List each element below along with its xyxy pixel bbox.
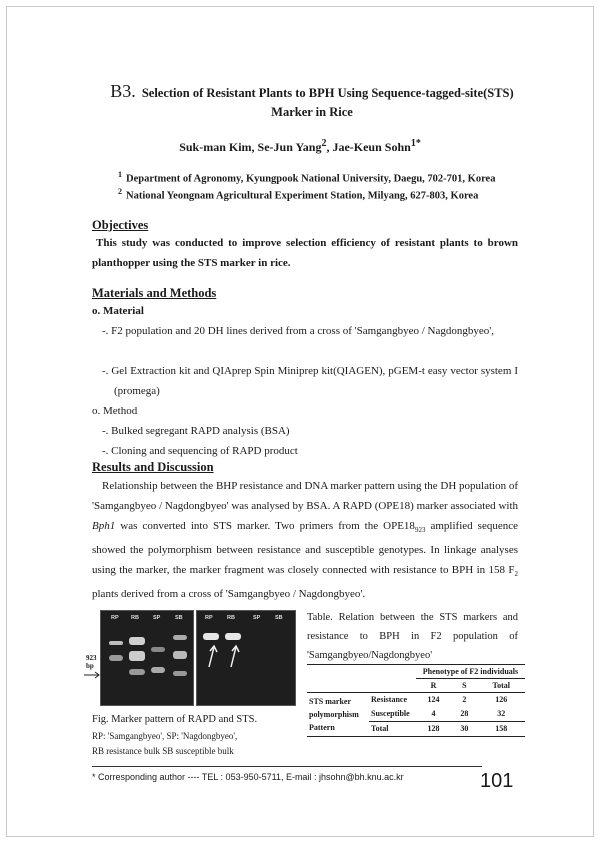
results-table [307,664,525,737]
table-cell: 2 [462,695,467,705]
gel-band [173,651,187,659]
author-2: , Jae-Keun Sohn [326,140,411,154]
table-col-s: S [462,681,467,690]
gel-band [109,655,123,661]
title-line-2: Marker in Rice [271,105,353,119]
gene-name: Bph1 [92,520,116,532]
table-row-label: Total [371,724,389,734]
gel-right-lane-rb: RB [227,615,235,621]
gel-band [173,671,187,676]
gel-right-lane-sp: SP [253,615,261,621]
table-header-group: Phenotype of F2 individuals [416,665,525,679]
results-heading: Results and Discussion [92,460,214,474]
authors [0,138,600,155]
affiliation-2-text: National Yeongnam Agricultural Experiment Station, Milyang, 627-803, Korea [126,190,479,202]
generation-sub: 2 [514,570,518,579]
table-row-group: STS marker polymorphism Pattern [309,697,359,732]
results-text-2: was converted into STS marker. Two primers from the OPE18 [115,520,415,532]
rapd-gel-image [100,610,194,706]
gel-left-lane-sb: SB [175,615,183,621]
method-item-1: -. Bulked segregant RAPD analysis (BSA) [102,425,290,437]
results-text-3: amplified sequence showed the polymorphism between resistance and susceptible genotypes. In linkage analyses using the marker, the marker fragment was closely connected with resistance to BPH in 158 F [92,520,518,577]
method-item-2: -. Cloning and sequencing of RAPD product [102,445,298,457]
affiliation-1-text: Department of Agronomy, Kyungpook National University, Daegu, 702-701, Korea [126,173,496,185]
objectives-heading: Objectives [92,218,149,232]
gel-band [109,641,123,645]
affiliation-1 [118,170,495,185]
figure-caption-line-1: Fig. Marker pattern of RAPD and STS. [92,714,258,725]
arrow-icons [197,611,295,705]
material-item-2: -. Gel Extraction kit and QIAprep Spin Miniprep kit(QIAGEN), pGEM-t easy vector system I (promega) [102,365,518,397]
results-text-1: Relationship between the BHP resistance and DNA marker pattern using the DH population of 'Samgangbyeo / Nagdongbyeo' was analysed by BSA. A RAPD (OPE18) marker associated with [92,480,518,512]
gel-band [173,635,187,640]
marker-size-value: 923 [86,654,97,662]
table-col-r: R [430,681,437,690]
table-row-label: Resistance [371,695,407,705]
author-2-sup: 1* [410,138,421,149]
author-1: Suk-man Kim, Se-Jun Yang [179,140,322,154]
results-body [92,476,518,604]
figure-caption-line-3: RB resistance bulk SB susceptible bulk [92,746,234,756]
table-cell: 4 [431,709,436,719]
table-cell: 30 [460,724,469,734]
table-caption: Table. Relation between the STS markers and resistance to BPH in F2 population of 'Samgangbyeo/Nagdongbyeo' [307,612,518,661]
table-cell: 32 [497,709,506,719]
gel-left-lane-rb: RB [131,615,139,621]
affiliation-2-sup: 2 [118,187,122,196]
table-cell: 28 [460,709,469,719]
footer-note: * Corresponding author ---- TEL : 053-950-5711, E-mail : jhsohn@bh.knu.ac.kr [92,772,404,782]
gel-band [151,667,165,673]
gel-right-lane-sb: SB [275,615,283,621]
page-number: 101 [480,770,514,792]
marker-size-label [86,654,97,670]
gel-band [129,651,145,661]
objectives-body: This study was conducted to improve selection efficiency of resistant plants to brown planthopper using the STS marker in rice. [92,237,518,269]
table-cell: 128 [427,724,440,734]
affiliation-2 [118,187,478,202]
methods-heading: Materials and Methods [92,286,217,300]
gel-band [129,669,145,675]
paper-title [92,82,532,122]
table-cell: 158 [495,724,508,734]
table-row-label: Susceptible [371,709,410,719]
gel-left-lane-rp: RP [111,615,119,621]
gel-band [129,637,145,645]
author-1-sup: 2 [321,138,327,149]
marker-arrow-icon [84,670,102,680]
marker-size-unit: bp [86,662,94,670]
affiliation-1-sup: 1 [118,170,122,179]
table-col-total: Total [492,681,511,690]
sts-gel-image [196,610,296,706]
material-label: o. Material [92,305,144,317]
gel-band [151,647,165,652]
table-cell: 124 [427,695,440,705]
gel-left-lane-sp: SP [153,615,161,621]
figure-caption-line-2: RP: 'Samgangbyeo', SP: 'Nagdongbyeo', [92,731,238,741]
fragment-size: 923 [414,526,426,535]
table-cell: 126 [495,695,508,705]
method-label: o. Method [92,405,138,417]
material-item-1: -. F2 population and 20 DH lines derived from a cross of 'Samgangbyeo / Nagdongbyeo', [102,325,494,337]
gel-right-lane-rp: RP [205,615,213,621]
footer-rule [92,766,482,767]
title-line-1: Selection of Resistant Plants to BPH Using Sequence-tagged-site(STS) [141,86,514,100]
abstract-code: B3. [110,81,136,101]
results-text-4: plants derived from a cross of 'Samgangbyeo / Nagdongbyeo'. [92,588,366,601]
